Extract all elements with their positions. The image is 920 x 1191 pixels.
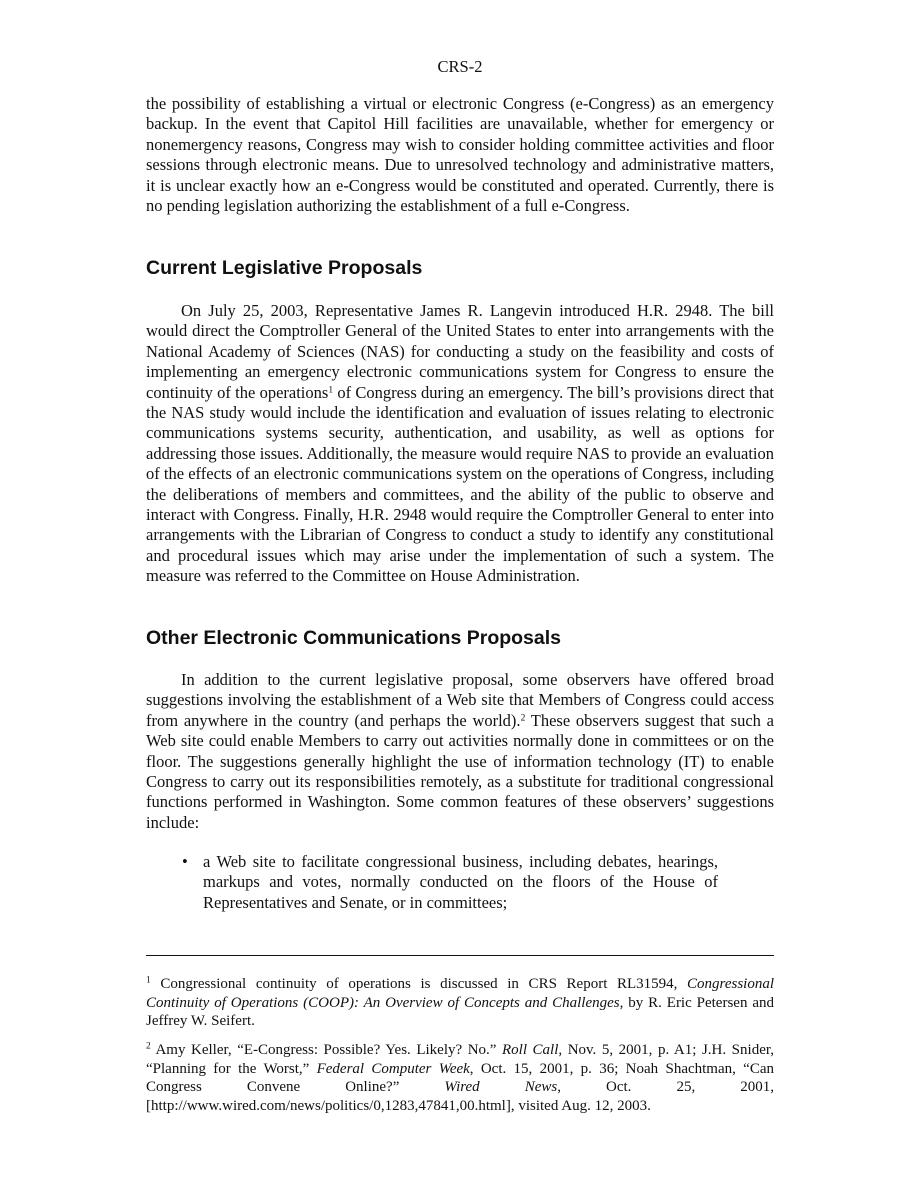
footnote-text: , by R. Eric Petersen and Jeffrey W. Seifert.: [146, 994, 774, 1030]
list-item: [146, 852, 718, 913]
section-heading-current-legislative-proposals: Current Legislative Proposals: [146, 257, 423, 279]
report-title: Congressional Continuity of Operations (COOP): An Overview of Concepts and Challenges: [146, 976, 774, 1011]
publication-title: Federal Computer Week: [316, 1060, 470, 1077]
footnote-2: [146, 1041, 774, 1115]
paragraph-text: of Congress during an emergency. The bill’s provisions direct that the NAS study would include the identification and evaluation of issues relating to electronic communications systems security, authentication, and usability, as well as options for addressing those issues. Additionally, the measure would require NAS to provide an evaluation of the effects of an electronic communications system on the operations of Congress, including the deliberations of members and committees, and the ability of the public to observe and interact with Congress. Finally, H.R. 2948 would require the Comptroller General to enter into arrangements with the Librarian of Congress to conduct a study to identify any constitutional and procedural issues which may arise under the implementation of such a system. The measure was referred to the Committee on House Administration.: [146, 382, 774, 586]
footnote-1: [146, 975, 774, 1031]
footnote-text: Amy Keller, “E-Congress: Possible? Yes. Likely? No.”: [150, 1042, 502, 1058]
suggestions-bullet-list: [146, 852, 774, 913]
intro-paragraph: the possibility of establishing a virtual or electronic Congress (e-Congress) as an emergency backup. In the event that Capitol Hill facilities are unavailable, whether for emergency or nonemergency reasons, Congress may wish to consider holding committee activities and floor sessions through electronic means. Due to unresolved technology and administrative matters, it is unclear exactly how an e-Congress would be constituted and operated. Currently, there is no pending legislation authorizing the establishment of a full e-Congress.: [146, 94, 774, 216]
footnote-text: , Oct. 25, 2001, [http://www.wired.com/news/politics/0,1283,47841,00.html], visited Aug. 12, 2003.: [146, 1079, 774, 1114]
footnote-text: Congressional continuity of operations is discussed in CRS Report RL31594,: [150, 976, 688, 992]
footnote-number: 1: [146, 975, 151, 986]
current-proposals-paragraph: [146, 301, 774, 587]
footnote-divider: [146, 955, 774, 956]
footnote-ref-2: 2: [520, 713, 526, 724]
footnote-text: , Nov. 5, 2001, p. A1; J.H. Snider, “Planning for the Worst,”: [146, 1042, 774, 1077]
paragraph-text: These observers suggest that such a Web site could enable Members to carry out activities normally done in committees or on the floor. The suggestions generally highlight the use of information technology (IT) to enable Congress to carry out its responsibilities remotely, as a substitute for traditional congressional functions performed in Washington. Some common features of these observers’ suggestions include:: [146, 710, 774, 832]
publication-title: Wired News: [444, 1079, 558, 1096]
section-heading-other-electronic-communications-proposals: Other Electronic Communications Proposals: [146, 627, 562, 649]
paragraph-text: On July 25, 2003, Representative James R. Langevin introduced H.R. 2948. The bill would direct the Comptroller General of the United States to enter into arrangements with the National Academy of Sciences (NAS) for conducting a study on the feasibility and costs of implementing an emergency electronic communications system for Congress to ensure the continuity of the operations: [146, 301, 774, 402]
footnote-text: , Oct. 15, 2001, p. 36; Noah Shachtman, “Can Congress Convene Online?”: [146, 1060, 774, 1096]
publication-title: Roll Call: [502, 1042, 559, 1058]
bullet-icon: •: [182, 852, 188, 871]
list-item-text: a Web site to facilitate congressional business, including debates, hearings, markups and votes, normally conducted on the floors of the House of Representatives and Senate, or in committees;: [203, 852, 718, 912]
page-number: CRS-2: [437, 57, 483, 76]
footnote-ref-1: 1: [328, 384, 334, 395]
paragraph-text: In addition to the current legislative proposal, some observers have offered broad suggestions involving the establishment of a Web site that Members of Congress could access from anywhere in the country (and perhaps the world).: [146, 670, 774, 730]
other-proposals-paragraph: [146, 670, 774, 833]
footnote-number: 2: [146, 1041, 151, 1052]
